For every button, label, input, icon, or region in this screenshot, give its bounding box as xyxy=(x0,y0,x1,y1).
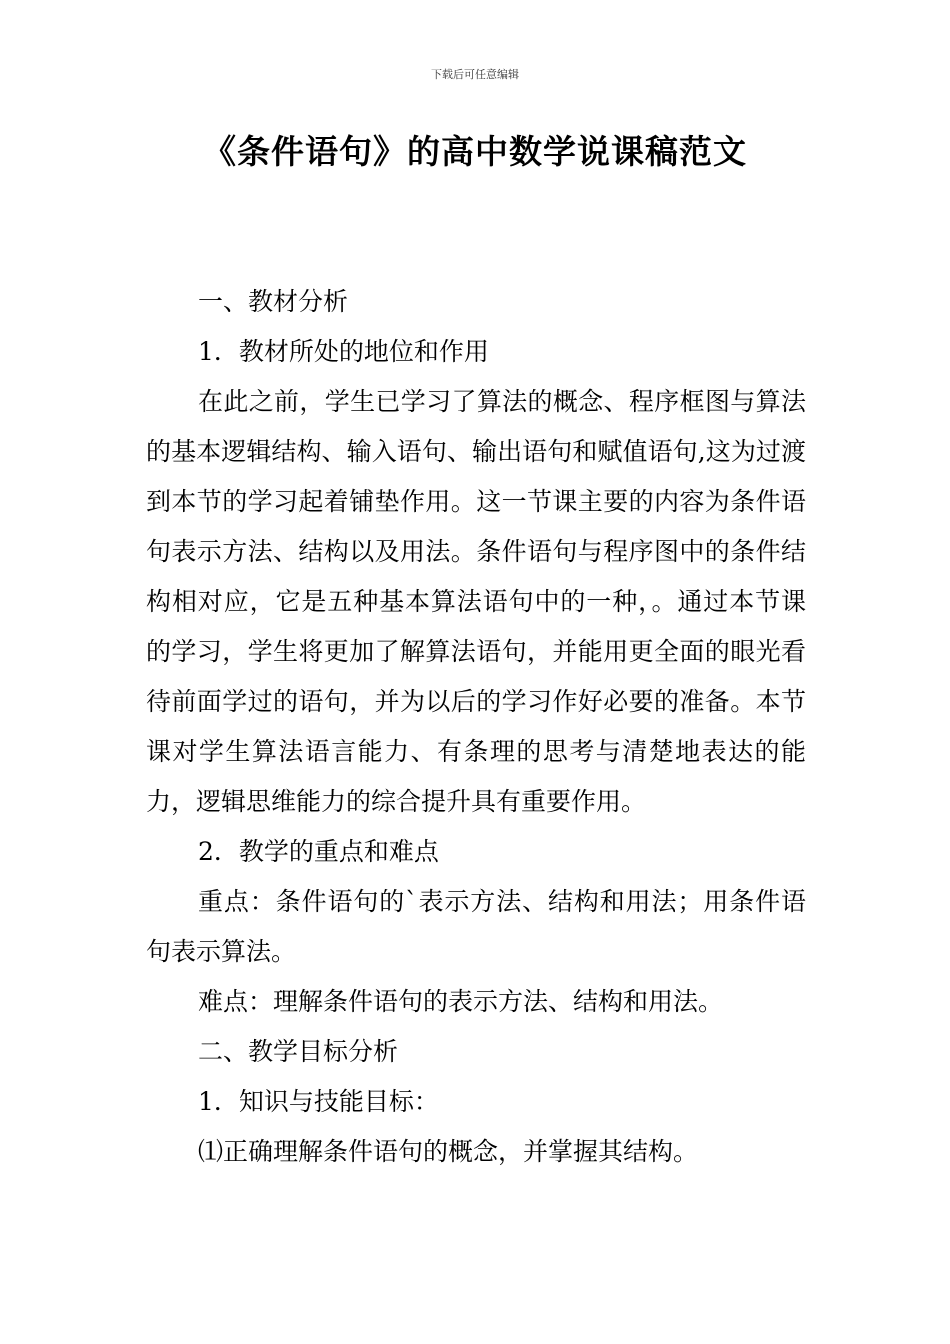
document-body xyxy=(146,277,806,1177)
subheading-knowledge-skill-objectives: 1．知识与技能目标： xyxy=(198,1087,439,1116)
paragraph-difficult-points: 难点：理解条件语句的表示方法、结构和用法。 xyxy=(198,987,724,1016)
header-note: 下载后可任意编辑 xyxy=(431,68,519,81)
subheading-key-difficult-points: 2．教学的重点和难点 xyxy=(198,837,439,866)
paragraph-position-role: 在此之前，学生已学习了算法的概念、程序框图与算法的基本逻辑结构、输入语句、输出语句和赋值语句,这为过渡到本节的学习起着铺垫作用。这一节课主要的内容为条件语句表示方法、结构以及用法。条件语句与程序图中的条件结构相对应，它是五种基本算法语句中的一种，。通过本节课的学习，学生将更加了解算法语句，并能用更全面的眼光看待前面学过的语句，并为以后的学习作好必要的准备。本节课对学生算法语言能力、有条理的思考与清楚地表达的能力，逻辑思维能力的综合提升具有重要作用。 xyxy=(146,387,806,816)
section-heading-textbook-analysis: 一、教材分析 xyxy=(198,287,349,316)
paragraph-key-points: 重点：条件语句的`表示方法、结构和用法；用条件语句表示算法。 xyxy=(146,887,806,966)
document-title: 《条件语句》的高中数学说课稿范文 xyxy=(203,132,747,171)
subheading-position-role: 1．教材所处的地位和作用 xyxy=(198,337,489,366)
section-heading-teaching-objectives: 二、教学目标分析 xyxy=(198,1037,399,1066)
list-item-objective-1: ⑴正确理解条件语句的概念，并掌握其结构。 xyxy=(198,1137,699,1166)
